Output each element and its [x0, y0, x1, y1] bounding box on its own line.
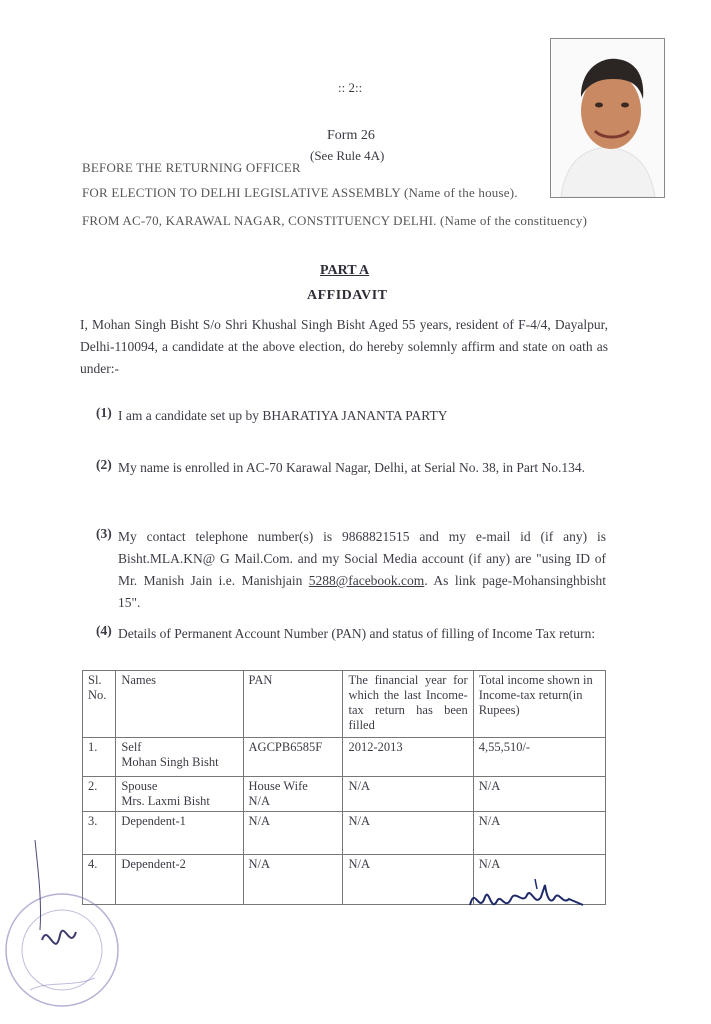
cell-income: 4,55,510/- [473, 738, 605, 777]
cell-name: Dependent-2 [116, 855, 243, 905]
item-number: (3) [96, 526, 112, 541]
cell-person: Mrs. Laxmi Bisht [121, 794, 210, 808]
cell-name [116, 738, 243, 777]
header-line-constituency: FROM AC-70, KARAWAL NAGAR, CONSTITUENCY DELHI. (Name of the constituency) [82, 213, 588, 228]
item-number: (2) [96, 457, 112, 472]
header-names: Names [116, 671, 243, 738]
form-rule: (See Rule 4A) [310, 148, 385, 163]
pan-details-table [82, 670, 606, 905]
cell-pan [243, 777, 343, 812]
cell-sl: 3. [83, 812, 116, 855]
cell-income: N/A [473, 855, 605, 905]
item-number: (1) [96, 405, 112, 420]
item-number: (4) [96, 623, 112, 638]
facebook-link[interactable]: 5288@facebook.com [308, 573, 425, 588]
table-row [83, 812, 606, 855]
header-pan: PAN [243, 671, 343, 738]
header-total-income: Total income shown in Income-tax return(in Rupees) [473, 671, 605, 738]
header-sl-no: Sl. No. [83, 671, 116, 738]
cell-role: Self [121, 740, 142, 754]
cell-sl: 1. [83, 738, 116, 777]
affidavit-title: AFFIDAVIT [307, 288, 388, 303]
cell-year: N/A [343, 855, 473, 905]
header-line-election: FOR ELECTION TO DELHI LEGISLATIVE ASSEMBLY (Name of the house). [82, 185, 518, 200]
table-row [83, 738, 606, 777]
official-stamp [0, 840, 130, 1020]
cell-year: N/A [343, 812, 473, 855]
cell-pan-extra: N/A [248, 794, 271, 808]
contact-text: My contact telephone number(s) is 9868821515 and my e-mail id (if any) is Bisht.MLA.KN@ G Mail.Com. and my Social Media account (if any) are "using ID of Mr. Manish Jain i.e. Manishjain [118, 529, 606, 588]
page-number: :: 2:: [338, 80, 363, 95]
cell-pan-value: House Wife [248, 779, 308, 793]
part-title: PART A [320, 263, 370, 278]
table-row [83, 777, 606, 812]
contact-text-end: . As link page-Mohansinghbisht 15". [118, 573, 606, 610]
cell-name: Dependent-1 [116, 812, 243, 855]
cell-sl: 4. [83, 855, 116, 905]
cell-income: N/A [473, 777, 605, 812]
cell-year: N/A [343, 777, 473, 812]
cell-role: Spouse [121, 779, 158, 793]
form-title: Form 26 [327, 128, 375, 143]
item-candidate-party: I am a candidate set up by BHARATIYA JANANTA PARTY [118, 408, 448, 423]
item-contact-details [118, 526, 606, 614]
item-enrolment: My name is enrolled in AC-70 Karawal Nagar, Delhi, at Serial No. 38, in Part No.134. [118, 460, 585, 475]
cell-person: Mohan Singh Bisht [121, 755, 219, 769]
item-pan-details: Details of Permanent Account Number (PAN) and status of filling of Income Tax return: [118, 626, 596, 641]
header-financial-year: The financial year for which the last Income-tax return has been filled [343, 671, 473, 738]
cell-name [116, 777, 243, 812]
candidate-photo [550, 38, 665, 198]
cell-sl: 2. [83, 777, 116, 812]
header-line-returning-officer: BEFORE THE RETURNING OFFICER [82, 160, 301, 175]
cell-pan: N/A [243, 812, 343, 855]
intro-paragraph: I, Mohan Singh Bisht S/o Shri Khushal Singh Bisht Aged 55 years, resident of F-4/4, Dayalpur, Delhi-110094, a candidate at the above election, do hereby solemnly affirm and state on oath as under:- [80, 317, 608, 376]
table-header-row [83, 671, 606, 738]
cell-year: 2012-2013 [343, 738, 473, 777]
cell-pan: N/A [243, 855, 343, 905]
cell-pan: AGCPB6585F [243, 738, 343, 777]
signature [465, 875, 595, 925]
cell-income: N/A [473, 812, 605, 855]
